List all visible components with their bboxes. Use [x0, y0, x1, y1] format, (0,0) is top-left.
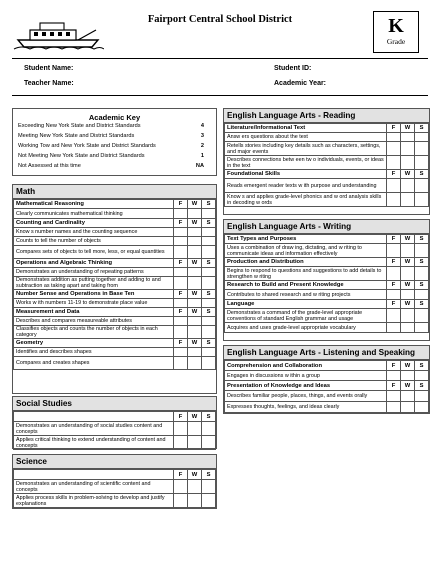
- col-s: S: [415, 235, 429, 244]
- mark-cell[interactable]: [202, 422, 216, 436]
- col-s: S: [415, 124, 429, 133]
- social-row: Applies critical thinking to extend understanding of content and concepts: [14, 436, 174, 450]
- mark-cell[interactable]: [202, 357, 216, 370]
- reading-row: Foundational Skills: [225, 170, 387, 179]
- mark-cell[interactable]: [188, 209, 202, 219]
- grade-letter: K: [388, 15, 404, 37]
- science-row: Applies process skills in problem-solving to develop and justify explanations: [14, 494, 174, 508]
- key-row: Meeting New York State and District Standards 3: [18, 133, 204, 139]
- math-row: Clearly communicates mathematical thinking: [14, 209, 174, 219]
- mark-cell[interactable]: [202, 494, 216, 508]
- col-f: F: [387, 300, 401, 309]
- mark-cell[interactable]: [415, 193, 429, 207]
- mark-cell[interactable]: [188, 299, 202, 308]
- mark-cell[interactable]: [174, 422, 188, 436]
- mark-cell[interactable]: [415, 133, 429, 142]
- col-w: W: [188, 339, 202, 348]
- social-studies-title: Social Studies: [13, 397, 216, 411]
- col-s: S: [415, 258, 429, 267]
- col-f: F: [387, 258, 401, 267]
- reading-row: Literature/Informational Text: [225, 124, 387, 133]
- mark-cell[interactable]: [202, 246, 216, 259]
- mark-cell[interactable]: [415, 371, 429, 381]
- writing-title: English Language Arts - Writing: [224, 220, 429, 234]
- col-f: F: [174, 412, 188, 422]
- mark-cell[interactable]: [202, 237, 216, 246]
- mark-cell[interactable]: [202, 268, 216, 277]
- grade-box: [373, 11, 419, 53]
- mark-cell[interactable]: [188, 277, 202, 290]
- col-f: F: [174, 339, 188, 348]
- reading-row: Retells stories including key details such as characters, settings, and major events: [225, 142, 387, 156]
- mark-cell[interactable]: [174, 299, 188, 308]
- math-row: Classifies objects and counts the number of objects in each category: [14, 326, 174, 339]
- col-f: F: [174, 308, 188, 317]
- mark-cell[interactable]: [415, 267, 429, 281]
- reading-row: Reads emergent reader texts w ith purpose and understanding: [225, 179, 387, 193]
- science-table: [13, 469, 216, 508]
- writing-row: Text Types and Purposes: [225, 235, 387, 244]
- mark-cell[interactable]: [387, 193, 401, 207]
- listening-row: Expresses thoughts, feelings, and ideas clearly: [225, 402, 387, 413]
- math-section: [12, 184, 217, 394]
- reading-row: Answ ers questions about the text: [225, 133, 387, 142]
- mark-cell[interactable]: [415, 391, 429, 402]
- mark-cell[interactable]: [202, 348, 216, 357]
- school-name: Fairport Central School District: [147, 14, 293, 25]
- writing-row: Contributes to shared research and w riting projects: [225, 290, 387, 300]
- key-row: Not Meeting New York State and District Standards 1: [18, 153, 204, 159]
- key-row: Not Assessed at this time NA: [18, 163, 204, 169]
- mark-cell[interactable]: [387, 391, 401, 402]
- col-w: W: [401, 124, 415, 133]
- mark-cell[interactable]: [387, 323, 401, 333]
- mark-cell[interactable]: [387, 309, 401, 323]
- col-s: S: [202, 412, 216, 422]
- blank-cell: [14, 470, 174, 480]
- mark-cell[interactable]: [387, 156, 401, 170]
- math-row: Operations and Algebraic Thinking: [14, 259, 174, 268]
- mark-cell[interactable]: [174, 326, 188, 339]
- col-s: S: [202, 200, 216, 209]
- reading-table: [224, 123, 429, 207]
- science-title: Science: [13, 455, 216, 469]
- mark-cell[interactable]: [415, 142, 429, 156]
- mark-cell[interactable]: [387, 371, 401, 381]
- col-s: S: [202, 308, 216, 317]
- writing-row: Begins to respond to questions and suggestions to add details to strengthen w riting: [225, 267, 387, 281]
- mark-cell[interactable]: [188, 237, 202, 246]
- mark-cell[interactable]: [188, 480, 202, 494]
- mark-cell[interactable]: [387, 402, 401, 413]
- mark-cell[interactable]: [188, 348, 202, 357]
- mark-cell[interactable]: [401, 391, 415, 402]
- academic-year-label: Academic Year:: [274, 80, 327, 87]
- mark-cell[interactable]: [202, 317, 216, 326]
- science-row: Demonstrates an understanding of scientific content and concepts: [14, 480, 174, 494]
- mark-cell[interactable]: [188, 246, 202, 259]
- mark-cell[interactable]: [174, 246, 188, 259]
- listening-speaking-table: [224, 360, 429, 413]
- mark-cell[interactable]: [415, 290, 429, 300]
- math-row: Mathematical Reasoning: [14, 200, 174, 209]
- mark-cell[interactable]: [401, 309, 415, 323]
- col-w: W: [401, 300, 415, 309]
- reading-row: Know s and applies grade-level phonics and w ord analysis skills in decoding w ords: [225, 193, 387, 207]
- mark-cell[interactable]: [387, 267, 401, 281]
- mark-cell[interactable]: [401, 371, 415, 381]
- mark-cell[interactable]: [188, 268, 202, 277]
- writing-row: Uses a combination of draw ing, dictating, and w riting to communicate ideas and information effectively: [225, 244, 387, 258]
- mark-cell[interactable]: [188, 422, 202, 436]
- mark-cell[interactable]: [202, 326, 216, 339]
- mark-cell[interactable]: [401, 142, 415, 156]
- mark-cell[interactable]: [202, 299, 216, 308]
- reading-section: [223, 108, 430, 215]
- col-s: S: [202, 219, 216, 228]
- mark-cell[interactable]: [415, 323, 429, 333]
- col-f: F: [174, 219, 188, 228]
- col-s: S: [202, 290, 216, 299]
- col-s: S: [415, 170, 429, 179]
- mark-cell[interactable]: [401, 244, 415, 258]
- math-row: Demonstrates an understanding of repeating patterns: [14, 268, 174, 277]
- grade-label: Grade: [386, 37, 406, 46]
- mark-cell[interactable]: [174, 209, 188, 219]
- student-id-label: Student ID:: [274, 65, 312, 72]
- mark-cell[interactable]: [174, 228, 188, 237]
- math-row: Works w ith numbers 11-19 to demonstrate place value: [14, 299, 174, 308]
- col-w: W: [401, 281, 415, 290]
- student-name-label: Student Name:: [24, 65, 74, 72]
- mark-cell[interactable]: [174, 348, 188, 357]
- listening-row: Presentation of Knowledge and Ideas: [225, 381, 387, 391]
- mark-cell[interactable]: [401, 323, 415, 333]
- academic-key-title: Academic Key: [88, 113, 141, 122]
- listening-speaking-title: English Language Arts - Listening and Speaking: [224, 346, 429, 360]
- col-w: W: [188, 259, 202, 268]
- academic-key: [12, 108, 217, 176]
- col-s: S: [415, 281, 429, 290]
- social-row: Demonstrates an understanding of social studies content and concepts: [14, 422, 174, 436]
- col-f: F: [174, 259, 188, 268]
- math-title: Math: [13, 185, 216, 199]
- mark-cell[interactable]: [174, 277, 188, 290]
- col-w: W: [401, 170, 415, 179]
- col-f: F: [387, 124, 401, 133]
- key-row: Working Tow ard New York State and District Standards 2: [18, 143, 204, 149]
- writing-table: [224, 234, 429, 333]
- writing-row: Acquires and uses grade-level appropriate vocabulary: [225, 323, 387, 333]
- mark-cell[interactable]: [202, 228, 216, 237]
- math-row: Describes and compares measureable attributes: [14, 317, 174, 326]
- mark-cell[interactable]: [202, 480, 216, 494]
- col-f: F: [387, 170, 401, 179]
- col-w: W: [188, 219, 202, 228]
- listening-row: Describes familiar people, places, things, and events orally: [225, 391, 387, 402]
- mark-cell[interactable]: [188, 357, 202, 370]
- col-s: S: [415, 300, 429, 309]
- col-f: F: [387, 281, 401, 290]
- header-divider: [12, 58, 428, 59]
- reading-row: Describes connections betw een tw o individuals, events, or ideas in the text: [225, 156, 387, 170]
- col-f: F: [174, 470, 188, 480]
- math-table: [13, 199, 216, 370]
- col-s: S: [202, 259, 216, 268]
- col-f: F: [387, 381, 401, 391]
- math-row: Measurement and Data: [14, 308, 174, 317]
- mark-cell[interactable]: [401, 267, 415, 281]
- writing-row: Research to Build and Present Knowledge: [225, 281, 387, 290]
- mark-cell[interactable]: [188, 436, 202, 450]
- col-w: W: [188, 308, 202, 317]
- mark-cell[interactable]: [415, 244, 429, 258]
- info-divider: [12, 95, 428, 96]
- mark-cell[interactable]: [401, 402, 415, 413]
- col-w: W: [401, 235, 415, 244]
- mark-cell[interactable]: [387, 142, 401, 156]
- mark-cell[interactable]: [174, 494, 188, 508]
- math-row: Counts to tell the number of objects: [14, 237, 174, 246]
- col-f: F: [387, 361, 401, 371]
- math-row: Know s number names and the counting sequence: [14, 228, 174, 237]
- math-row: Compares and creates shapes: [14, 357, 174, 370]
- mark-cell[interactable]: [401, 193, 415, 207]
- col-w: W: [188, 470, 202, 480]
- mark-cell[interactable]: [387, 179, 401, 193]
- writing-section: [223, 219, 430, 341]
- mark-cell[interactable]: [202, 277, 216, 290]
- mark-cell[interactable]: [188, 228, 202, 237]
- math-row: Demonstrates addition as putting together and adding to and subtraction as taking apart and taking from: [14, 277, 174, 290]
- mark-cell[interactable]: [174, 357, 188, 370]
- col-w: W: [401, 381, 415, 391]
- mark-cell[interactable]: [415, 156, 429, 170]
- listening-row: Comprehension and Collaboration: [225, 361, 387, 371]
- mark-cell[interactable]: [401, 156, 415, 170]
- mark-cell[interactable]: [401, 133, 415, 142]
- col-s: S: [415, 361, 429, 371]
- social-studies-section: [12, 396, 217, 449]
- math-row: Compares sets of objects to tell more, less, or equal quantities: [14, 246, 174, 259]
- blank-cell: [14, 412, 174, 422]
- reading-title: English Language Arts - Reading: [224, 109, 429, 123]
- mark-cell[interactable]: [188, 494, 202, 508]
- mark-cell[interactable]: [188, 317, 202, 326]
- mark-cell[interactable]: [174, 317, 188, 326]
- col-w: W: [401, 258, 415, 267]
- listening-speaking-section: [223, 345, 430, 414]
- col-s: S: [415, 381, 429, 391]
- mark-cell[interactable]: [174, 480, 188, 494]
- social-studies-table: [13, 411, 216, 450]
- col-s: S: [202, 470, 216, 480]
- col-w: W: [188, 290, 202, 299]
- col-f: F: [174, 290, 188, 299]
- mark-cell[interactable]: [387, 290, 401, 300]
- mark-cell[interactable]: [387, 244, 401, 258]
- mark-cell[interactable]: [401, 290, 415, 300]
- key-row: Exceeding New York State and District Standards 4: [18, 123, 204, 129]
- science-section: [12, 454, 217, 509]
- col-w: W: [188, 412, 202, 422]
- writing-row: Production and Distribution: [225, 258, 387, 267]
- math-row: Counting and Cardinality: [14, 219, 174, 228]
- mark-cell[interactable]: [415, 402, 429, 413]
- math-row: Geometry: [14, 339, 174, 348]
- mark-cell[interactable]: [401, 179, 415, 193]
- writing-row: Demonstrates a command of the grade-level appropriate conventions of standard English grammar and usage: [225, 309, 387, 323]
- mark-cell[interactable]: [174, 436, 188, 450]
- col-s: S: [202, 339, 216, 348]
- mark-cell[interactable]: [202, 436, 216, 450]
- col-w: W: [188, 200, 202, 209]
- teacher-name-label: Teacher Name:: [24, 80, 74, 87]
- boat-logo: [12, 16, 104, 50]
- mark-cell[interactable]: [202, 209, 216, 219]
- math-row: Identifies and describes shapes: [14, 348, 174, 357]
- mark-cell[interactable]: [188, 326, 202, 339]
- mark-cell[interactable]: [174, 268, 188, 277]
- col-f: F: [174, 200, 188, 209]
- writing-row: Language: [225, 300, 387, 309]
- col-w: W: [401, 361, 415, 371]
- col-f: F: [387, 235, 401, 244]
- mark-cell[interactable]: [415, 179, 429, 193]
- mark-cell[interactable]: [387, 133, 401, 142]
- mark-cell[interactable]: [174, 237, 188, 246]
- mark-cell[interactable]: [415, 309, 429, 323]
- math-row: Number Sense and Operations in Base Ten: [14, 290, 174, 299]
- listening-row: Engages in discussions w ithin a group: [225, 371, 387, 381]
